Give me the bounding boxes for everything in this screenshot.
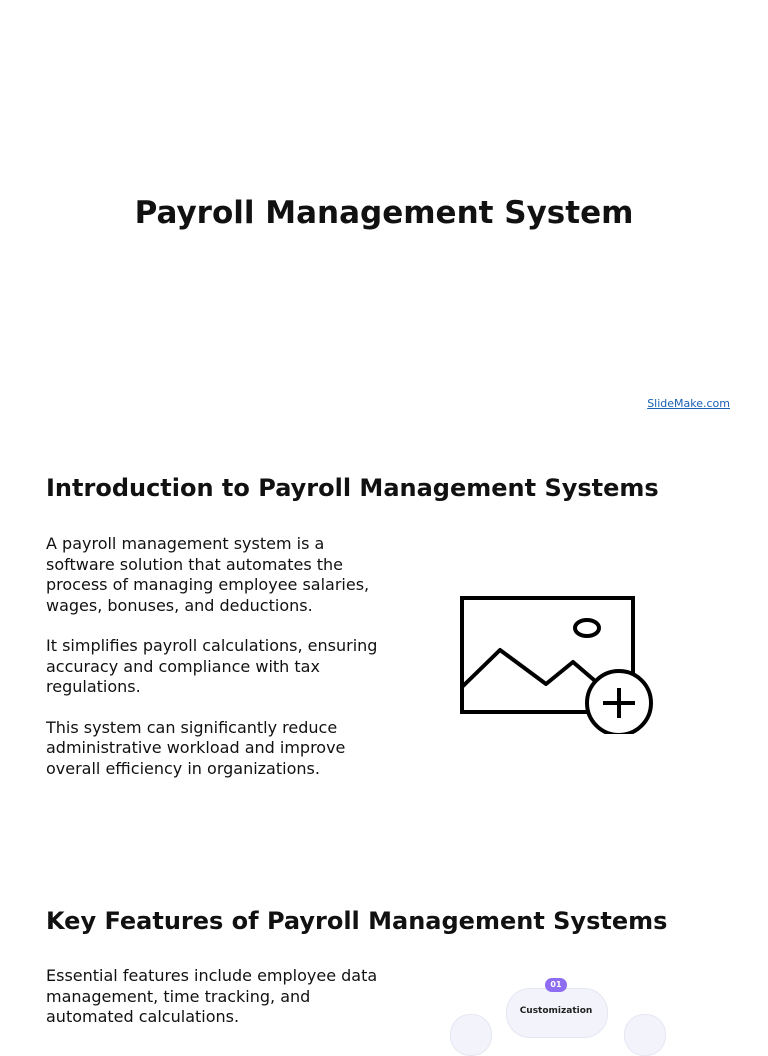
- slide-title: Payroll Management System: [134, 195, 634, 231]
- intro-paragraph-2: It simplifies payroll calculations, ensuring accuracy and compliance with tax regulations.: [46, 636, 378, 696]
- diagram-label: Customization: [519, 1006, 593, 1016]
- intro-paragraph-3: This system can significantly reduce administrative workload and improve overall efficiency in organizations.: [46, 717, 346, 778]
- features-text: [46, 966, 386, 1048]
- intro-paragraph-1: A payroll management system is a software solution that automates the process of managing employee salaries, wages, bonuses, and deductions.: [46, 534, 370, 615]
- diagram-badge: 01: [545, 978, 567, 992]
- intro-heading: Introduction to Payroll Management Systems: [46, 474, 659, 502]
- features-heading: Key Features of Payroll Management Systems: [46, 907, 668, 935]
- diagram-bubble-right: [624, 1014, 666, 1056]
- intro-text: [46, 534, 386, 799]
- slidemake-link[interactable]: SlideMake.com: [647, 397, 730, 410]
- features-paragraph-1: Essential features include employee data management, time tracking, and automated calculations.: [46, 966, 378, 1026]
- image-add-icon: [455, 592, 660, 734]
- diagram-bubble-left: [450, 1014, 492, 1056]
